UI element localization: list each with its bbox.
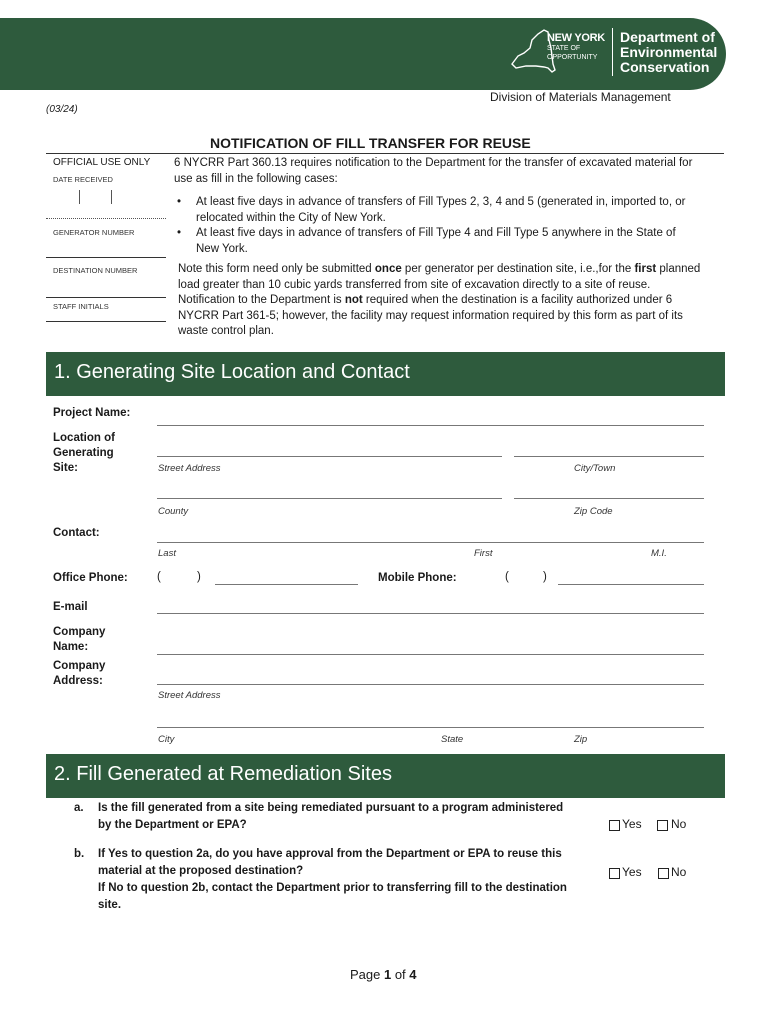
- question-b-followup: If No to question 2b, contact the Department prior to transferring fill to the destination site.: [98, 882, 567, 911]
- company-name-field[interactable]: [157, 654, 704, 655]
- logo-dec-line1: Department of: [620, 29, 715, 45]
- date-tick: [79, 190, 80, 204]
- agency-banner: [0, 18, 726, 90]
- question-b-yes-checkbox[interactable]: [609, 868, 620, 879]
- question-a-no-label: No: [671, 817, 687, 831]
- case-item: • At least five days in advance of transfers of Fill Type 4 and Fill Type 5 anywhere in the State of New York.: [177, 227, 676, 255]
- official-use-box: [46, 154, 166, 322]
- staff-initials-field[interactable]: [46, 321, 166, 322]
- case-text: At least five days in advance of transfers of Fill Types 2, 3, 4 and 5 (generated in, imported to, or relocated within the City of New York.: [196, 196, 686, 224]
- destination-number-field[interactable]: [46, 297, 166, 298]
- office-area-close: ): [197, 571, 201, 583]
- contact-name-field[interactable]: [157, 542, 704, 543]
- date-received-field[interactable]: [46, 218, 166, 219]
- question-b-no-checkbox[interactable]: [658, 868, 669, 879]
- city-town-field[interactable]: [514, 456, 704, 457]
- ny-logo: [547, 33, 605, 62]
- note-text: Note this form need only be submitted: [178, 263, 375, 275]
- logo-divider: [612, 28, 613, 76]
- city-caption: City: [158, 734, 175, 745]
- page-number: [350, 967, 417, 982]
- date-received-label: DATE RECEIVED: [53, 175, 113, 184]
- question-a-yes-label: Yes: [622, 817, 642, 831]
- logo-ny-sub1: STATE OF: [547, 45, 581, 52]
- case-item: • At least five days in advance of transfers of Fill Types 2, 3, 4 and 5 (generated in, imported to, or relocated within the City of New York.: [177, 196, 686, 224]
- question-b-text: If Yes to question 2a, do you have approval from the Department or EPA to reuse this material at the proposed destination?: [98, 848, 562, 877]
- location-label: Location of Generating Site:: [53, 432, 115, 474]
- street-address-field[interactable]: [157, 456, 502, 457]
- email-label: E-mail: [53, 601, 88, 613]
- form-title: NOTIFICATION OF FILL TRANSFER FOR REUSE: [210, 135, 531, 151]
- current-page: 1: [383, 967, 392, 982]
- question-a-yes-checkbox[interactable]: [609, 820, 620, 831]
- section-1-header: 1. Generating Site Location and Contact: [46, 352, 725, 396]
- office-phone-label: Office Phone:: [53, 572, 128, 584]
- question-a-text: Is the fill generated from a site being remediated pursuant to a program administered by the Department or EPA?: [98, 802, 564, 831]
- case-text: At least five days in advance of transfers of Fill Type 4 and Fill Type 5 anywhere in the State of New York.: [196, 227, 676, 255]
- company-street-caption: Street Address: [158, 690, 221, 701]
- staff-initials-label: STAFF INITIALS: [53, 302, 109, 311]
- zip-caption: Zip: [574, 734, 588, 745]
- mobile-area-close: ): [543, 571, 547, 583]
- generator-number-field[interactable]: [46, 257, 166, 258]
- email-field[interactable]: [157, 613, 704, 614]
- logo-dec-line2: Environmental: [620, 44, 718, 60]
- official-use-heading: OFFICIAL USE ONLY: [53, 157, 151, 168]
- destination-number-label: DESTINATION NUMBER: [53, 266, 138, 275]
- company-street-field[interactable]: [157, 684, 704, 685]
- middle-initial-caption: M.I.: [651, 548, 667, 559]
- note-emphasis: once: [374, 263, 402, 275]
- revision-date: (03/24): [46, 104, 78, 115]
- state-caption: State: [441, 734, 464, 745]
- submission-note: [178, 262, 703, 340]
- city-town-caption: City/Town: [574, 463, 616, 474]
- note-emphasis: first: [634, 263, 657, 275]
- mobile-phone-label: Mobile Phone:: [378, 572, 457, 584]
- office-area-open: (: [157, 571, 161, 583]
- note-text: per generator per destination site, i.e.,for the: [401, 263, 635, 275]
- county-caption: County: [158, 506, 189, 517]
- company-address-label: Company Address:: [53, 660, 106, 687]
- question-b-no-label: No: [671, 865, 687, 879]
- company-name-label: Company Name:: [53, 626, 106, 653]
- county-field[interactable]: [157, 498, 502, 499]
- question-a-letter: a.: [74, 802, 84, 814]
- question-b-yes-label: Yes: [622, 865, 642, 879]
- logo-dec-line3: Conservation: [620, 59, 710, 75]
- project-name-label: Project Name:: [53, 407, 131, 419]
- mobile-area-open: (: [505, 571, 509, 583]
- intro-text: 6 NYCRR Part 360.13 requires notification to the Department for the transfer of excavated material for use as fill in the following cases:: [174, 157, 693, 185]
- project-name-field[interactable]: [157, 425, 704, 426]
- notification-cases: [174, 195, 694, 257]
- office-phone-field[interactable]: [215, 584, 358, 585]
- logo-ny-title: NEW YORK: [547, 32, 605, 44]
- generator-number-label: GENERATOR NUMBER: [53, 228, 135, 237]
- contact-label: Contact:: [53, 527, 100, 539]
- last-name-caption: Last: [158, 548, 176, 559]
- page-of: of: [391, 967, 410, 982]
- note-emphasis: not: [344, 294, 363, 306]
- question-a-no-checkbox[interactable]: [657, 820, 668, 831]
- date-tick: [111, 190, 112, 204]
- note-text: planned load greater than 10 cubic yards transferred from site of excavation directly to a site of reuse. Notification to the Department is: [178, 263, 701, 306]
- section-2-header: 2. Fill Generated at Remediation Sites: [46, 754, 725, 798]
- dec-logo: [620, 30, 717, 75]
- question-b-letter: b.: [74, 848, 85, 860]
- logo-ny-sub2: OPPORTUNITY: [547, 54, 598, 61]
- first-name-caption: First: [474, 548, 493, 559]
- total-pages: 4: [409, 967, 417, 982]
- company-city-state-zip-field[interactable]: [157, 727, 704, 728]
- zip-code-field[interactable]: [514, 498, 704, 499]
- note-text: required when the destination is a facility authorized under 6 NYCRR Part 361-5; however, the facility may request information required by this form as part of its waste control plan.: [178, 294, 683, 337]
- mobile-phone-field[interactable]: [558, 584, 704, 585]
- division-name: Division of Materials Management: [490, 90, 671, 104]
- zip-code-caption: Zip Code: [574, 506, 613, 517]
- street-address-caption: Street Address: [158, 463, 221, 474]
- page-prefix: Page: [350, 967, 384, 982]
